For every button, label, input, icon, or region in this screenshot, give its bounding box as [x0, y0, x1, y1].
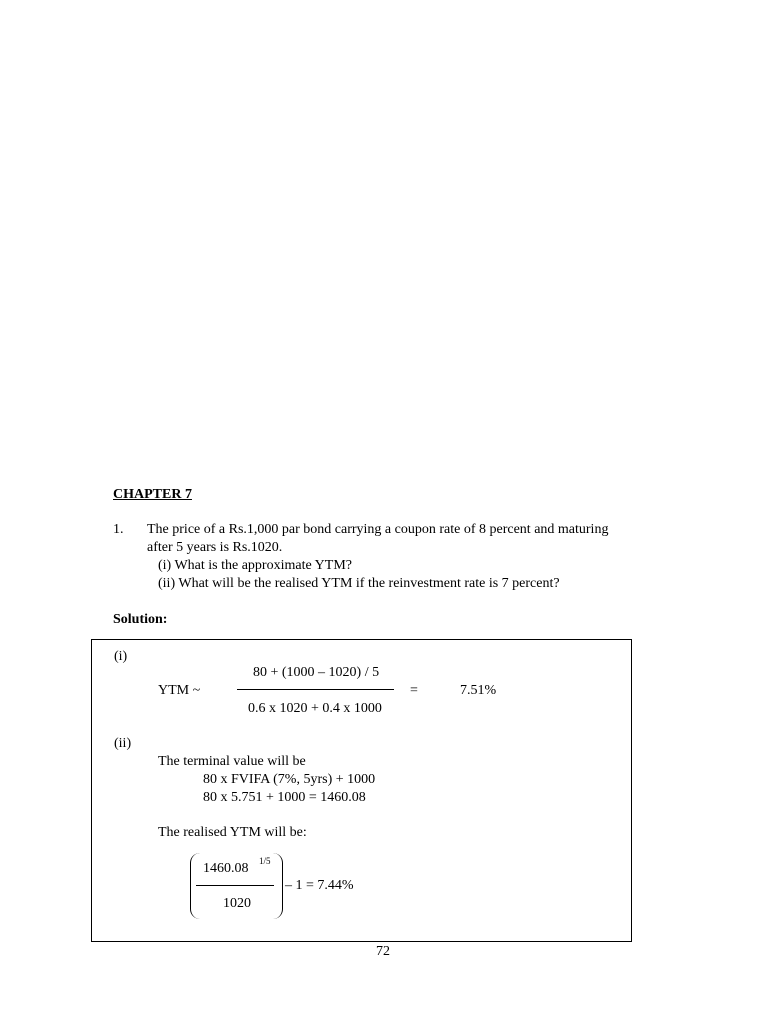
- realised-fraction-bar: [196, 885, 274, 886]
- question-number: 1.: [113, 522, 124, 537]
- terminal-value-intro: The terminal value will be: [158, 754, 306, 769]
- realised-denominator: 1020: [223, 896, 251, 911]
- right-bracket: [270, 853, 283, 919]
- part-i-label: (i): [114, 649, 128, 664]
- ytm-result: 7.51%: [460, 683, 497, 698]
- realised-numerator: 1460.08: [203, 861, 249, 876]
- left-bracket: [190, 853, 203, 919]
- realised-exponent: 1/5: [259, 856, 271, 866]
- ytm-denominator: 0.6 x 1020 + 0.4 x 1000: [248, 701, 382, 716]
- ytm-approx-label: YTM ~: [158, 683, 201, 698]
- equals-sign: =: [410, 683, 418, 698]
- chapter-heading: CHAPTER 7: [113, 487, 192, 502]
- realised-ytm-intro: The realised YTM will be:: [158, 825, 307, 840]
- question-part-ii: (ii) What will be the realised YTM if the reinvestment rate is 7 percent?: [158, 576, 560, 591]
- terminal-value-calculation: 80 x 5.751 + 1000 = 1460.08: [203, 790, 366, 805]
- solution-heading: Solution:: [113, 612, 168, 627]
- terminal-value-formula: 80 x FVIFA (7%, 5yrs) + 1000: [203, 772, 376, 787]
- page-number: 72: [376, 944, 390, 959]
- realised-result: – 1 = 7.44%: [285, 878, 354, 893]
- question-text-line-1: The price of a Rs.1,000 par bond carrying a coupon rate of 8 percent and maturing: [147, 522, 609, 537]
- ytm-fraction-bar: [237, 689, 394, 690]
- ytm-numerator: 80 + (1000 – 1020) / 5: [253, 665, 380, 680]
- question-part-i: (i) What is the approximate YTM?: [158, 558, 352, 573]
- question-text-line-2: after 5 years is Rs.1020.: [147, 540, 283, 555]
- part-ii-label: (ii): [114, 736, 132, 751]
